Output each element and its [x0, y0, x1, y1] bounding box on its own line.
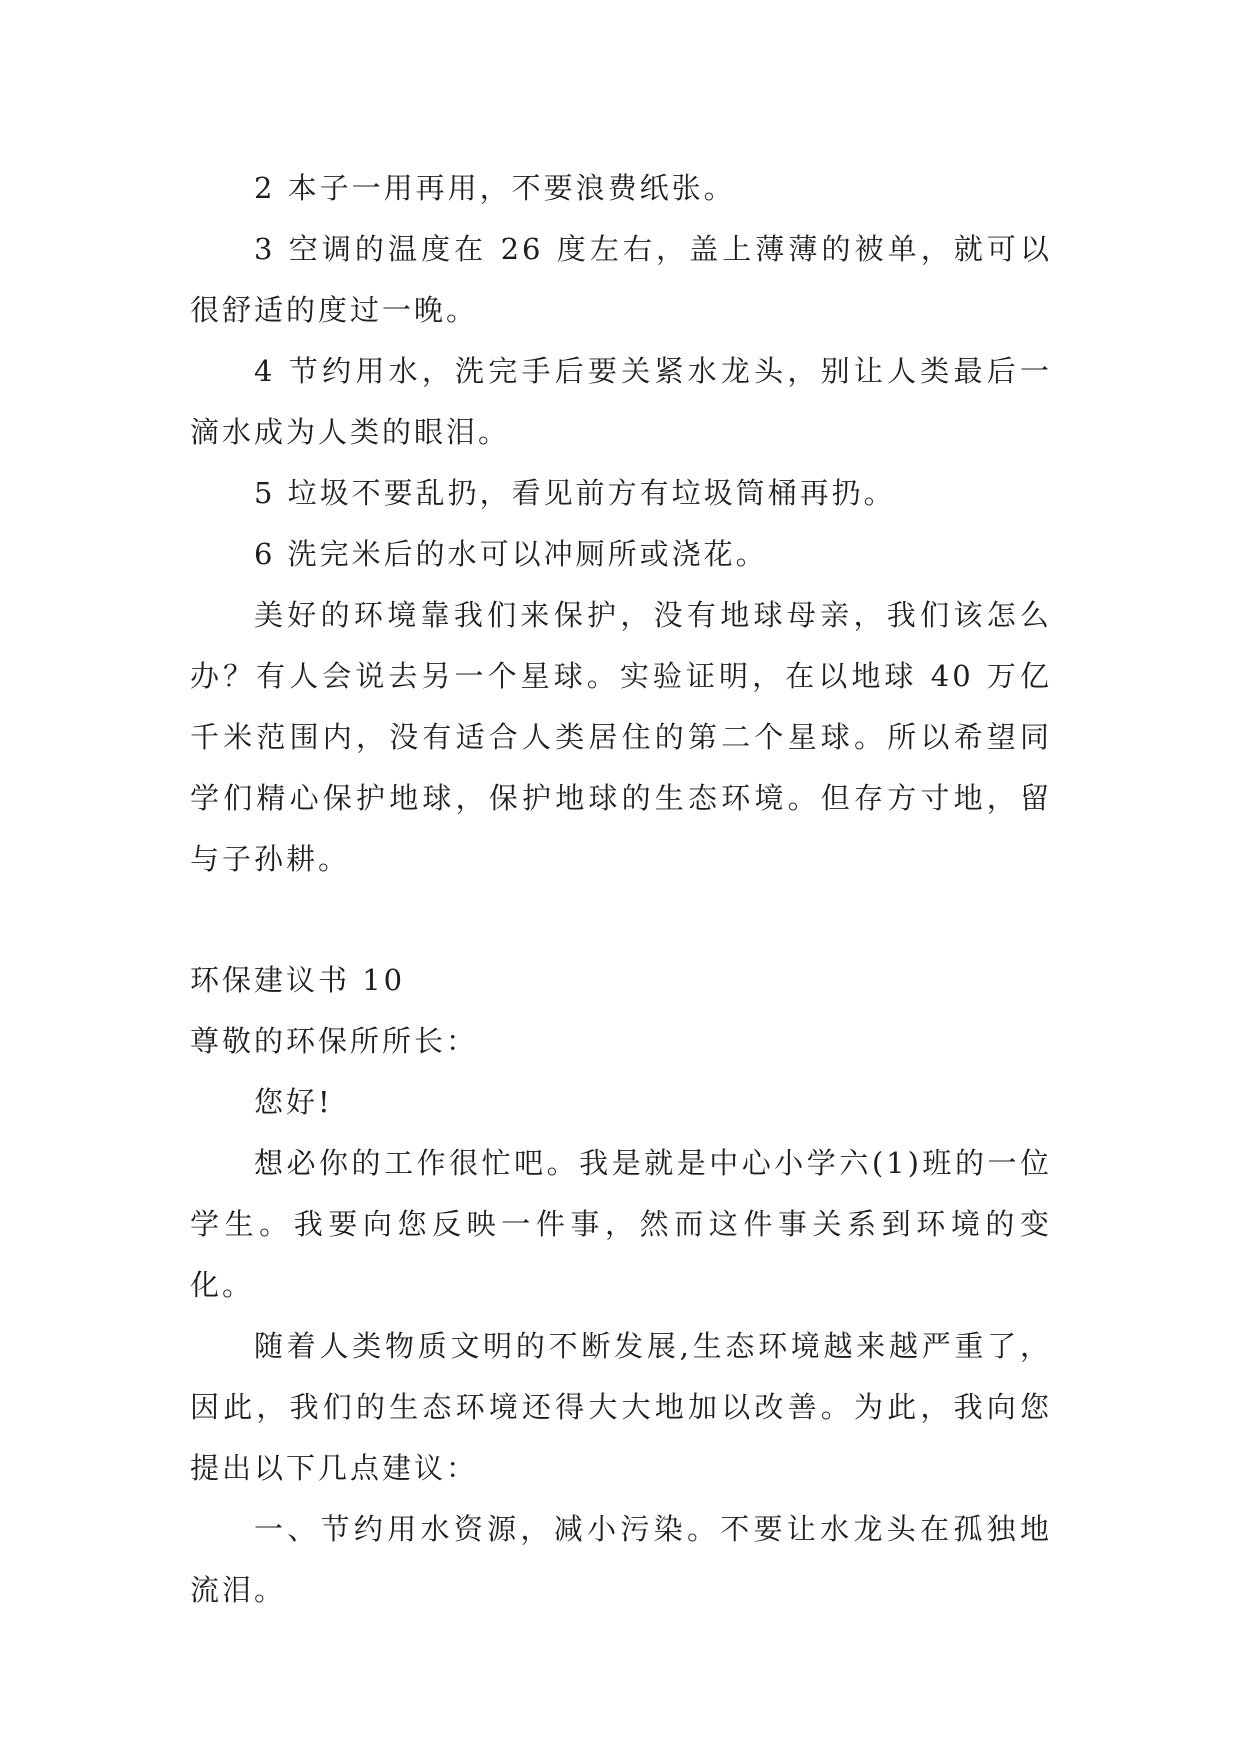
letter-paragraph: 一、节约用水资源，减小污染。不要让水龙头在孤独地流泪。: [190, 1512, 1052, 1607]
tip-paragraph: 5 垃圾不要乱扔，看见前方有垃圾筒桶再扔。: [254, 476, 896, 510]
tip-paragraph: 3 空调的温度在 26 度左右，盖上薄薄的被单，就可以很舒适的度过一晚。: [190, 232, 1052, 327]
tip-paragraph: 6 洗完米后的水可以冲厕所或浇花。: [254, 537, 768, 571]
letter-paragraph: 想必你的工作很忙吧。我是就是中心小学六(1)班的一位学生。我要向您反映一件事，然而这件事关系到环境的变化。: [190, 1146, 1052, 1302]
conclusion-paragraph: 美好的环境靠我们来保护，没有地球母亲，我们该怎么办？有人会说去另一个星球。实验证明，在以地球 40 万亿千米范围内，没有适合人类居住的第二个星球。所以希望同学们精心保护地球，保护地球的生态环境。但存方寸地，留与子孙耕。: [190, 598, 1052, 876]
letter-paragraph: 随着人类物质文明的不断发展,生态环境越来越严重了，因此，我们的生态环境还得大大地加以改善。为此，我向您提出以下几点建议：: [190, 1329, 1052, 1485]
letter-salutation: 尊敬的环保所所长：: [190, 1024, 479, 1058]
letter-greeting: 您好!: [254, 1085, 333, 1119]
document-body: [190, 158, 1052, 1621]
tip-paragraph: 2 本子一用再用，不要浪费纸张。: [254, 171, 736, 205]
letter-title: 环保建议书 10: [190, 963, 406, 997]
section-gap: [190, 890, 1052, 950]
tip-paragraph: 4 节约用水，洗完手后要关紧水龙头，别让人类最后一滴水成为人类的眼泪。: [190, 354, 1052, 449]
